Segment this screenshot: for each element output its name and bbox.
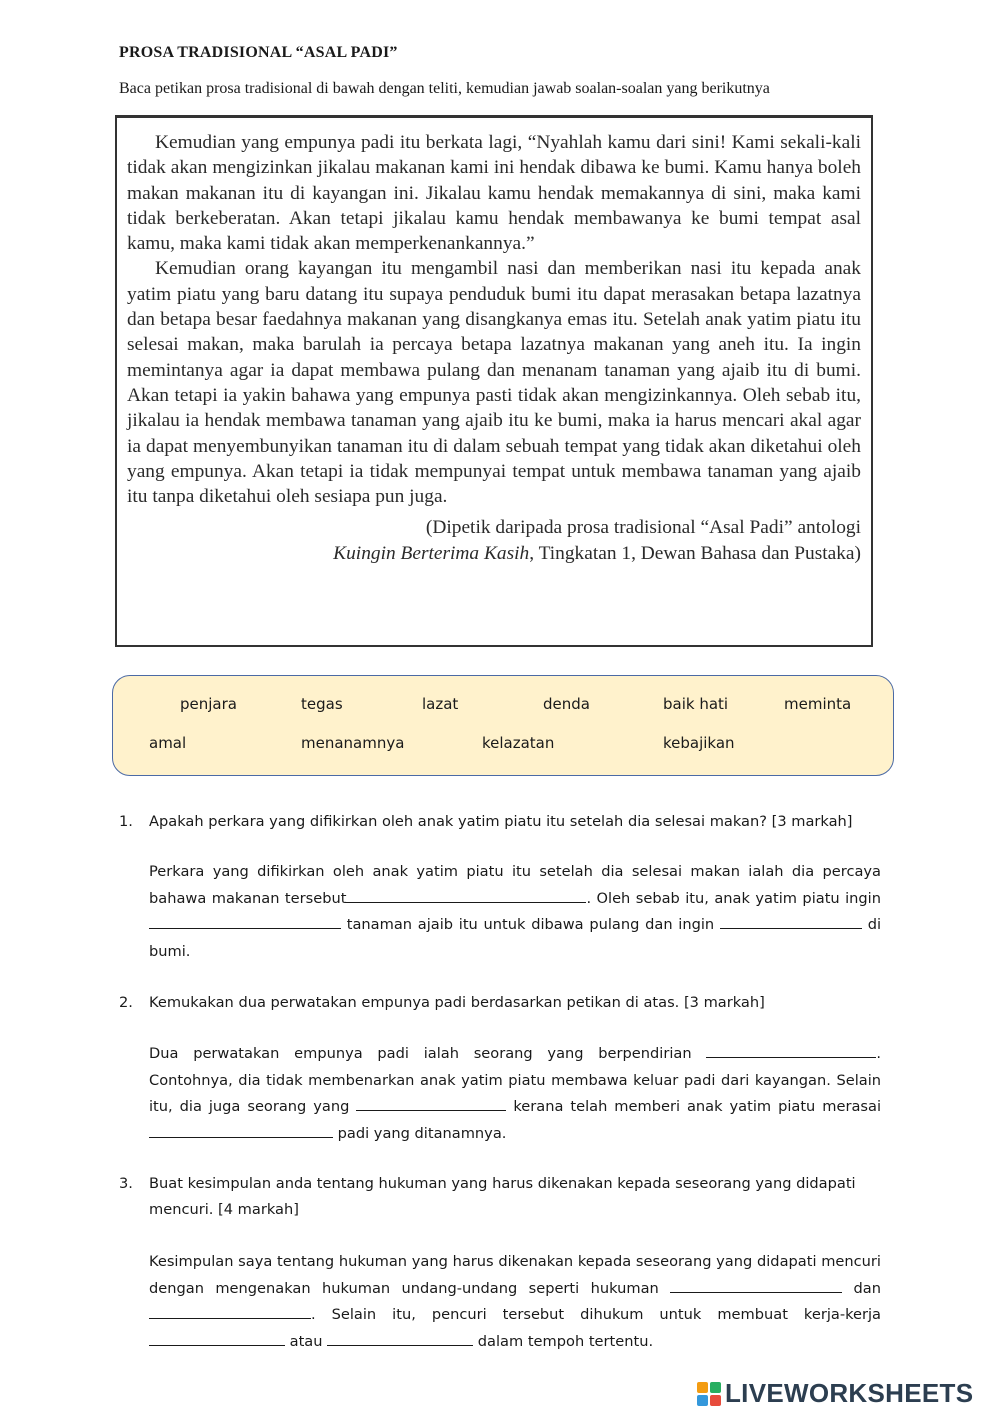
passage-paragraph-2: Kemudian orang kayangan itu mengambil nasi dan memberikan nasi itu kepada anak yatim piatu yang baru datang itu supaya penduduk bumi itu dapat merasakan betapa lazatnya dan betapa besar faedahnya makanan yang disangkanya emas itu. Setelah anak yatim piatu itu selesai makan, maka barulah ia percaya betapa lazatnya makanan yang aneh itu. Ia ingin memintanya agar ia dapat membawa pulang dan menanam tanaman yang ajaib itu di bumi. Akan tetapi ia yakin bahawa yang empunya pasti tidak akan mengizinkannya. Oleh sebab itu, jikalau ia hendak membawa tanaman yang ajaib itu ke bumi, maka ia harus mencari akal agar ia dapat menyembunyikan tanaman itu di dalam sebuah tempat yang tidak akan diketahui oleh yang empunya. Akan tetapi ia tidak mempunyai tempat untuk membawa tanaman yang ajaib itu tanpa diketahui oleh sesiapa pun juga. — [127, 258, 861, 508]
word-bank-item[interactable]: menanamnya — [301, 734, 405, 752]
logo-square-1 — [697, 1382, 708, 1393]
answer-line: Perkara yang difikirkan oleh anak yatim piatu itu setelah dia selesai makan ialah dia percaya — [149, 863, 881, 880]
answer-line: tanaman ajaib itu untuk dibawa pulang dan ingin di — [149, 912, 881, 939]
answer-blank[interactable] — [327, 1329, 473, 1346]
instruction-text: Baca petikan prosa tradisional di bawah dengan teliti, kemudian jawab soalan-soalan yang berikutnya — [119, 80, 770, 97]
answer-line: Dua perwatakan empunya padi ialah seorang yang berpendirian . — [149, 1041, 881, 1068]
logo-square-4 — [710, 1395, 721, 1406]
citation-line-1: (Dipetik daripada prosa tradisional “Asal Padi” antologi — [425, 517, 861, 539]
citation-line-2 — [127, 541, 861, 567]
word-bank-item[interactable]: lazat — [422, 695, 459, 713]
word-bank-item[interactable]: meminta — [784, 695, 852, 713]
citation-book-title: Kuingin Berterima Kasih — [333, 543, 530, 565]
word-bank-item[interactable]: penjara — [180, 695, 237, 713]
answer-blank[interactable] — [670, 1276, 842, 1293]
question-3-number: 3. — [119, 1175, 133, 1192]
question-2-number: 2. — [119, 994, 133, 1011]
answer-blank[interactable] — [149, 912, 341, 929]
answer-line: dengan mengenakan hukuman undang-undang seperti hukuman dan — [149, 1276, 881, 1303]
question-2-answer — [149, 1041, 881, 1147]
citation-publisher: , Tingkatan 1, Dewan Bahasa dan Pustaka) — [529, 543, 861, 565]
answer-blank[interactable] — [149, 1329, 285, 1346]
answer-line: bumi. — [149, 942, 191, 960]
logo-square-2 — [710, 1382, 721, 1393]
answer-blank[interactable] — [706, 1041, 876, 1058]
answer-line: itu, dia juga seorang yang kerana telah memberi anak yatim piatu merasai — [149, 1094, 881, 1121]
worksheet-title: PROSA TRADISIONAL “ASAL PADI” — [119, 44, 398, 61]
word-bank-item[interactable]: kelazatan — [482, 734, 555, 752]
word-bank-item[interactable]: kebajikan — [663, 734, 735, 752]
liveworksheets-logo-text: LIVEWORKSHEETS — [725, 1378, 974, 1408]
word-bank-item[interactable]: denda — [543, 695, 590, 713]
answer-line: . Selain itu, pencuri tersebut dihukum untuk membuat kerja-kerja — [149, 1302, 881, 1329]
answer-line: Contohnya, dia tidak membenarkan anak yatim piatu membawa keluar padi dari kayangan. Selain — [149, 1071, 881, 1089]
answer-line: padi yang ditanamnya. — [149, 1121, 881, 1148]
passage-box — [115, 115, 873, 647]
answer-line: atau dalam tempoh tertentu. — [149, 1329, 881, 1356]
passage-paragraph-1: Kemudian yang empunya padi itu berkata lagi, “Nyahlah kamu dari sini! Kami sekali-kali tidak akan mengizinkan jikalau makanan kami ini hendak dibawa ke bumi. Kamu hanya boleh makan makanan itu di kayangan ini. Jikalau kamu hendak memakannya di sini, maka kami tidak berkeberatan. Akan tetapi jikalau kamu hendak membawanya ke bumi tempat asal kamu, maka kami tidak akan memperkenankannya.” — [127, 132, 861, 255]
word-bank — [112, 675, 894, 776]
question-3-text: Buat kesimpulan anda tentang hukuman yang harus dikenakan kepada seseorang yang didapati mencuri. [4 markah] — [149, 1175, 856, 1218]
question-1-text: Apakah perkara yang difikirkan oleh anak yatim piatu itu setelah dia selesai makan? [3 markah] — [149, 813, 853, 830]
passage-citation — [127, 515, 861, 567]
question-2-text: Kemukakan dua perwatakan empunya padi berdasarkan petikan di atas. [3 markah] — [149, 994, 765, 1011]
word-bank-item[interactable]: tegas — [301, 695, 343, 713]
word-bank-item[interactable]: baik hati — [663, 695, 729, 713]
question-1-answer — [149, 859, 881, 965]
question-3-answer — [149, 1249, 881, 1355]
answer-blank[interactable] — [149, 1121, 333, 1138]
answer-blank[interactable] — [346, 886, 586, 903]
question-1-number: 1. — [119, 813, 133, 830]
answer-blank[interactable] — [149, 1302, 311, 1319]
word-bank-item[interactable]: amal — [149, 734, 187, 752]
answer-blank[interactable] — [356, 1094, 506, 1111]
answer-blank[interactable] — [720, 912, 862, 929]
logo-square-3 — [697, 1395, 708, 1406]
answer-line: Kesimpulan saya tentang hukuman yang harus dikenakan kepada seseorang yang didapati mencuri — [149, 1253, 881, 1270]
answer-line: bahawa makanan tersebut . Oleh sebab itu, anak yatim piatu ingin — [149, 886, 881, 913]
liveworksheets-logo[interactable] — [697, 1378, 973, 1409]
liveworksheets-logo-icon — [697, 1382, 721, 1406]
